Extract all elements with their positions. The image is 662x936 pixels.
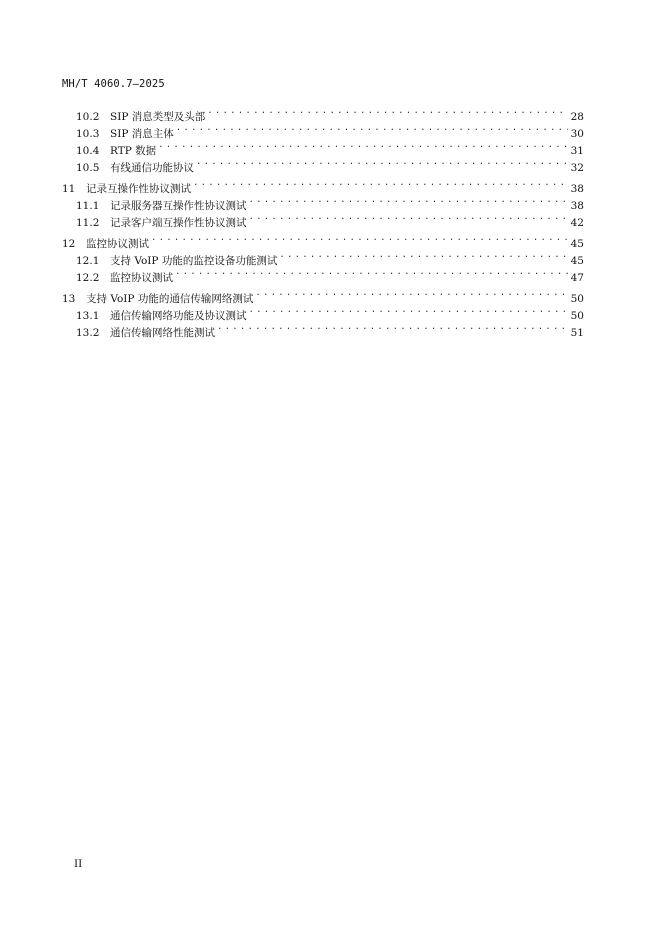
toc-entry-page: 50 (570, 293, 584, 305)
toc-dot-leader (193, 175, 568, 192)
toc-entry[interactable] (62, 192, 584, 212)
toc-entry[interactable] (62, 154, 584, 174)
toc-entry-number: 12.2 (76, 272, 100, 284)
toc-entry-title: 通信传输网络功能及协议测试 (110, 310, 247, 322)
toc-entry-title: 监控协议测试 (86, 238, 149, 250)
document-code: MH/T 4060.7—2025 (62, 78, 165, 90)
toc-entry[interactable] (62, 264, 584, 284)
toc-entry-number: 10.2 (76, 111, 100, 123)
toc-dot-leader (207, 103, 567, 120)
toc-entry-number: 12 (62, 238, 76, 250)
toc-entry[interactable] (62, 137, 584, 157)
toc-entry-number: 12.1 (76, 255, 100, 267)
toc-entry-title: 通信传输网络性能测试 (110, 327, 215, 339)
toc-entry-title: 支持 VoIP 功能的通信传输网络测试 (86, 293, 254, 305)
toc-dot-leader (175, 264, 568, 281)
toc-entry[interactable] (62, 285, 584, 305)
toc-entry-page: 31 (570, 145, 584, 157)
toc-entry[interactable] (62, 230, 584, 250)
toc-dot-leader (249, 209, 568, 226)
toc-entry-title: SIP 消息类型及头部 (110, 111, 206, 123)
page-number: II (74, 858, 83, 870)
toc-entry-title: 有线通信功能协议 (110, 162, 194, 174)
toc-entry-page: 30 (570, 128, 584, 140)
toc-entry-number: 10.3 (76, 128, 100, 140)
toc-entry-page: 42 (570, 217, 584, 229)
toc-dot-leader (151, 230, 568, 247)
toc-entry-title: 监控协议测试 (110, 272, 173, 284)
toc-entry-number: 11.1 (76, 200, 100, 212)
toc-dot-leader (176, 120, 568, 137)
toc-dot-leader (249, 192, 568, 209)
toc-dot-leader (217, 319, 568, 336)
toc-entry-number: 13.1 (76, 310, 100, 322)
toc-dot-leader (196, 154, 568, 171)
toc-entry-number: 11 (62, 183, 76, 195)
toc-entry[interactable] (62, 120, 584, 140)
toc-entry-page: 45 (570, 255, 584, 267)
toc-entry-title: RTP 数据 (110, 145, 157, 157)
toc-entry[interactable] (62, 247, 584, 267)
toc-entry-page: 45 (570, 238, 584, 250)
toc-entry-title: 记录互操作性协议测试 (86, 183, 191, 195)
table-of-contents (62, 103, 584, 339)
toc-entry-number: 10.5 (76, 162, 100, 174)
toc-dot-leader (255, 285, 567, 302)
toc-entry-title: 记录客户端互操作性协议测试 (110, 217, 247, 229)
toc-entry-page: 50 (570, 310, 584, 322)
toc-entry-page: 51 (570, 327, 584, 339)
toc-entry-page: 38 (570, 183, 584, 195)
toc-entry[interactable] (62, 302, 584, 322)
toc-entry-number: 11.2 (76, 217, 100, 229)
toc-entry-title: SIP 消息主体 (110, 128, 174, 140)
toc-entry[interactable] (62, 209, 584, 229)
toc-entry[interactable] (62, 319, 584, 339)
toc-dot-leader (279, 247, 567, 264)
toc-entry-page: 47 (570, 272, 584, 284)
toc-entry-number: 13 (62, 293, 76, 305)
toc-dot-leader (249, 302, 568, 319)
toc-entry-page: 32 (570, 162, 584, 174)
toc-entry[interactable] (62, 175, 584, 195)
toc-entry-number: 13.2 (76, 327, 100, 339)
toc-entry-title: 支持 VoIP 功能的监控设备功能测试 (110, 255, 278, 267)
toc-entry-number: 10.4 (76, 145, 100, 157)
toc-dot-leader (158, 137, 567, 154)
toc-entry-title: 记录服务器互操作性协议测试 (110, 200, 247, 212)
toc-entry[interactable] (62, 103, 584, 123)
toc-entry-page: 38 (570, 200, 584, 212)
toc-entry-page: 28 (570, 111, 584, 123)
